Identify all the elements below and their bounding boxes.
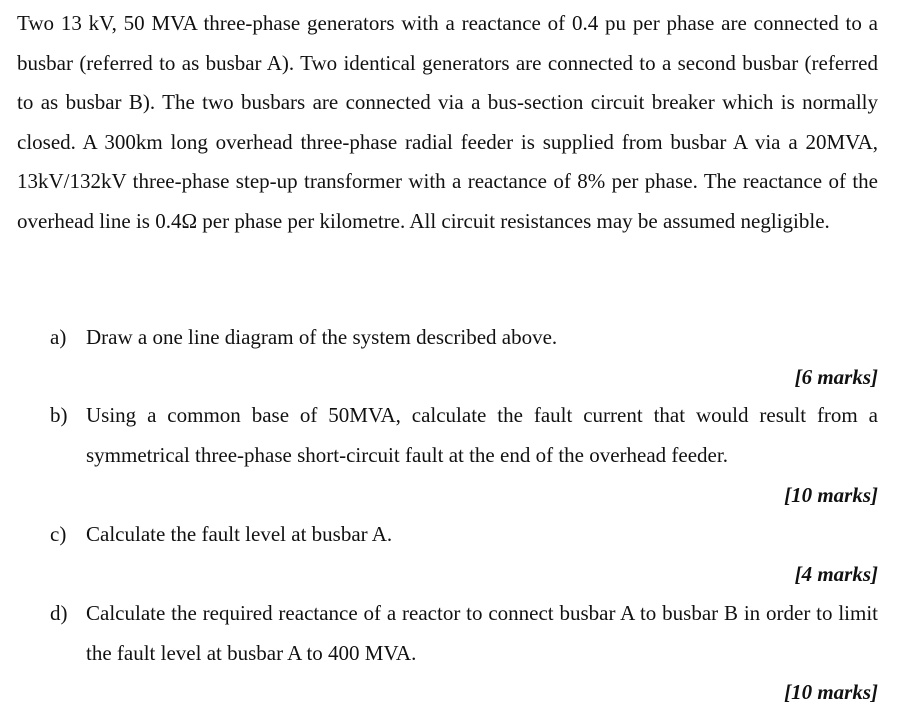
marks-c: [4 marks]	[794, 562, 878, 586]
question-letter: c)	[50, 522, 67, 546]
question-text: Calculate the required reactance of a reactor to connect busbar A to busbar B in order to limit the fault level at busbar A to 400 MVA.	[86, 601, 878, 665]
question-text: Using a common base of 50MVA, calculate the fault current that would result from a symmetrical three-phase short-circuit fault at the end of the overhead feeder.	[86, 403, 878, 467]
marks-b: [10 marks]	[784, 483, 878, 507]
question-letter: d)	[50, 601, 68, 625]
question-b	[50, 396, 878, 475]
marks-d: [10 marks]	[784, 680, 878, 704]
problem-statement: Two 13 kV, 50 MVA three-phase generators with a reactance of 0.4 pu per phase are connected to a busbar (referred to as busbar A). Two identical generators are connected to a second busbar (referred to as busbar B). The two busbars are connected via a bus-section circuit breaker which is normally closed. A 300km long overhead three-phase radial feeder is supplied from busbar A via a 20MVA, 13kV/132kV three-phase step-up transformer with a reactance of 8% per phase. The reactance of the overhead line is 0.4Ω per phase per kilometre. All circuit resistances may be assumed negligible.	[17, 11, 878, 233]
question-letter: a)	[50, 325, 67, 349]
question-a	[50, 318, 878, 358]
question-letter: b)	[50, 403, 68, 427]
question-text: Draw a one line diagram of the system described above.	[86, 325, 558, 349]
marks-a: [6 marks]	[794, 365, 878, 389]
question-c	[50, 515, 878, 555]
question-text: Calculate the fault level at busbar A.	[86, 522, 393, 546]
question-d	[50, 594, 878, 673]
